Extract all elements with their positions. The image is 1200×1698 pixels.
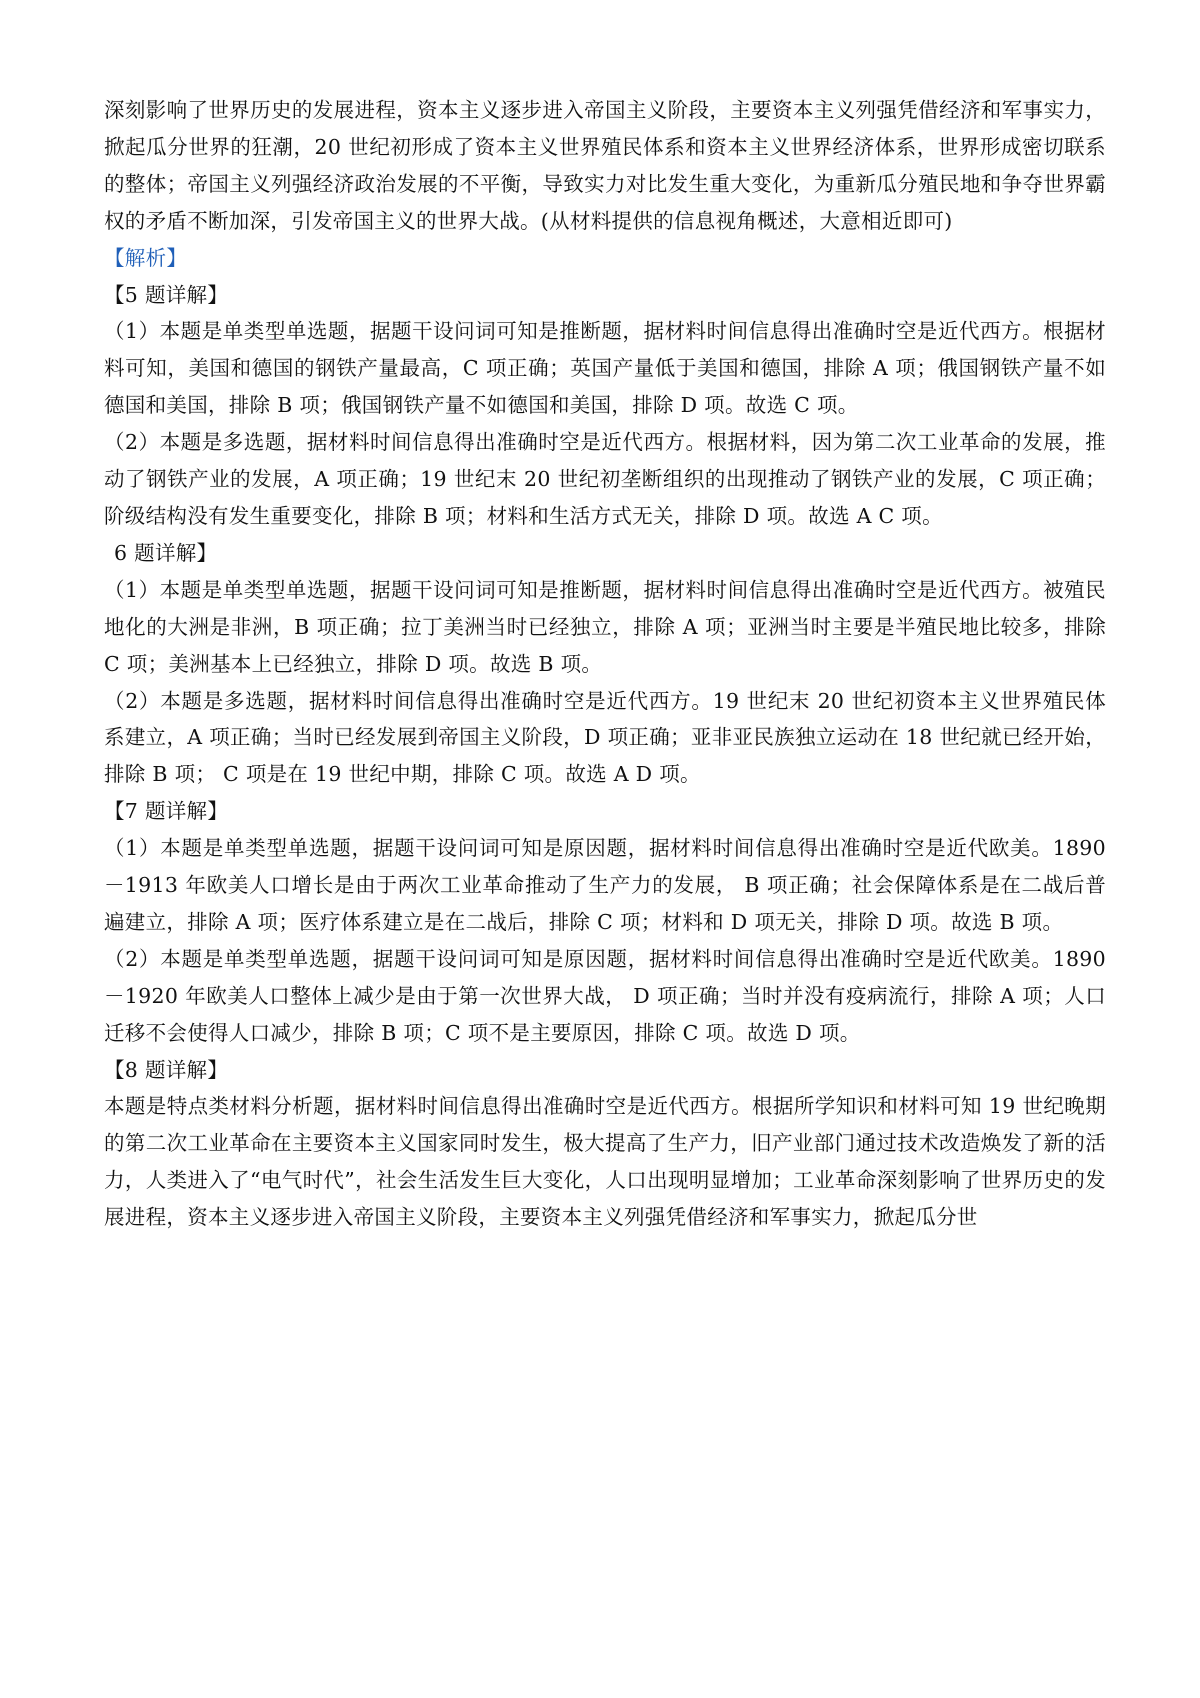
q8-heading: 【8 题详解】 xyxy=(104,1057,229,1082)
q7-heading: 【7 题详解】 xyxy=(104,799,229,824)
q6-heading: 6 题详解】 xyxy=(114,540,218,565)
q6-part1: （1）本题是单类型单选题，据题干设问词可知是推断题，据材料时间信息得出准确时空是近代西方。被殖民地化的大洲是非洲，B 项正确；拉丁美洲当时已经独立，排除 A 项；亚洲当时主要是半殖民地比较多，排除 C 项；美洲基本上已经独立，排除 D 项。故选 B 项。 xyxy=(104,577,1106,676)
q8-part1: 本题是特点类材料分析题，据材料时间信息得出准确时空是近代西方。根据所学知识和材料可知 19 世纪晚期的第二次工业革命在主要资本主义国家同时发生，极大提高了生产力，旧产业部门通过技术改造焕发了新的活力，人类进入了“电气时代”，社会生活发生巨大变化，人口出现明显增加；工业革命深刻影响了世界历史的发展进程，资本主义逐步进入帝国主义阶段，主要资本主义列强凭借经济和军事实力，掀起瓜分世 xyxy=(104,1094,1106,1230)
q7-part2: （2）本题是单类型单选题，据题干设问词可知是原因题，据材料时间信息得出准确时空是近代欧美。1890－1920 年欧美人口整体上减少是由于第一次世界大战， D 项正确；当时并没有疫病流行，排除 A 项；人口迁移不会使得人口减少，排除 B 项；C 项不是主要原因，排除 C 项。故选 D 项。 xyxy=(104,946,1106,1045)
document-page xyxy=(104,92,1106,1236)
q6-part2: （2）本题是多选题，据材料时间信息得出准确时空是近代西方。19 世纪末 20 世纪初资本主义世界殖民体系建立，A 项正确；当时已经发展到帝国主义阶段，D 项正确；亚非亚民族独立运动在 18 世纪就已经开始，排除 B 项； C 项是在 19 世纪中期，排除 C 项。故选 A D 项。 xyxy=(104,688,1106,787)
analysis-label: 【解析】 xyxy=(104,245,188,270)
q5-heading: 【5 题详解】 xyxy=(104,282,229,307)
q5-part2: （2）本题是多选题，据材料时间信息得出准确时空是近代西方。根据材料，因为第二次工业革命的发展，推动了钢铁产业的发展，A 项正确；19 世纪末 20 世纪初垄断组织的出现推动了钢铁产业的发展，C 项正确；阶级结构没有发生重要变化，排除 B 项；材料和生活方式无关，排除 D 项。故选 A C 项。 xyxy=(104,430,1106,528)
intro-paragraph: 深刻影响了世界历史的发展进程，资本主义逐步进入帝国主义阶段，主要资本主义列强凭借经济和军事实力，掀起瓜分世界的狂潮，20 世纪初形成了资本主义世界殖民体系和资本主义世界经济体系，世界形成密切联系的整体；帝国主义列强经济政治发展的不平衡，导致实力对比发生重大变化，为重新瓜分殖民地和争夺世界霸权的矛盾不断加深，引发帝国主义的世界大战。(从材料提供的信息视角概述，大意相近即可) xyxy=(104,98,1106,233)
q5-part1: （1）本题是单类型单选题，据题干设问词可知是推断题，据材料时间信息得出准确时空是近代西方。根据材料可知，美国和德国的钢铁产量最高，C 项正确；英国产量低于美国和德国，排除 A 项；俄国钢铁产量不如德国和美国，排除 B 项；俄国钢铁产量不如德国和美国，排除 D 项。故选 C 项。 xyxy=(104,319,1106,418)
q7-part1: （1）本题是单类型单选题，据题干设问词可知是原因题，据材料时间信息得出准确时空是近代欧美。1890－1913 年欧美人口增长是由于两次工业革命推动了生产力的发展， B 项正确；社会保障体系是在二战后普遍建立，排除 A 项；医疗体系建立是在二战后，排除 C 项；材料和 D 项无关，排除 D 项。故选 B 项。 xyxy=(104,836,1106,934)
